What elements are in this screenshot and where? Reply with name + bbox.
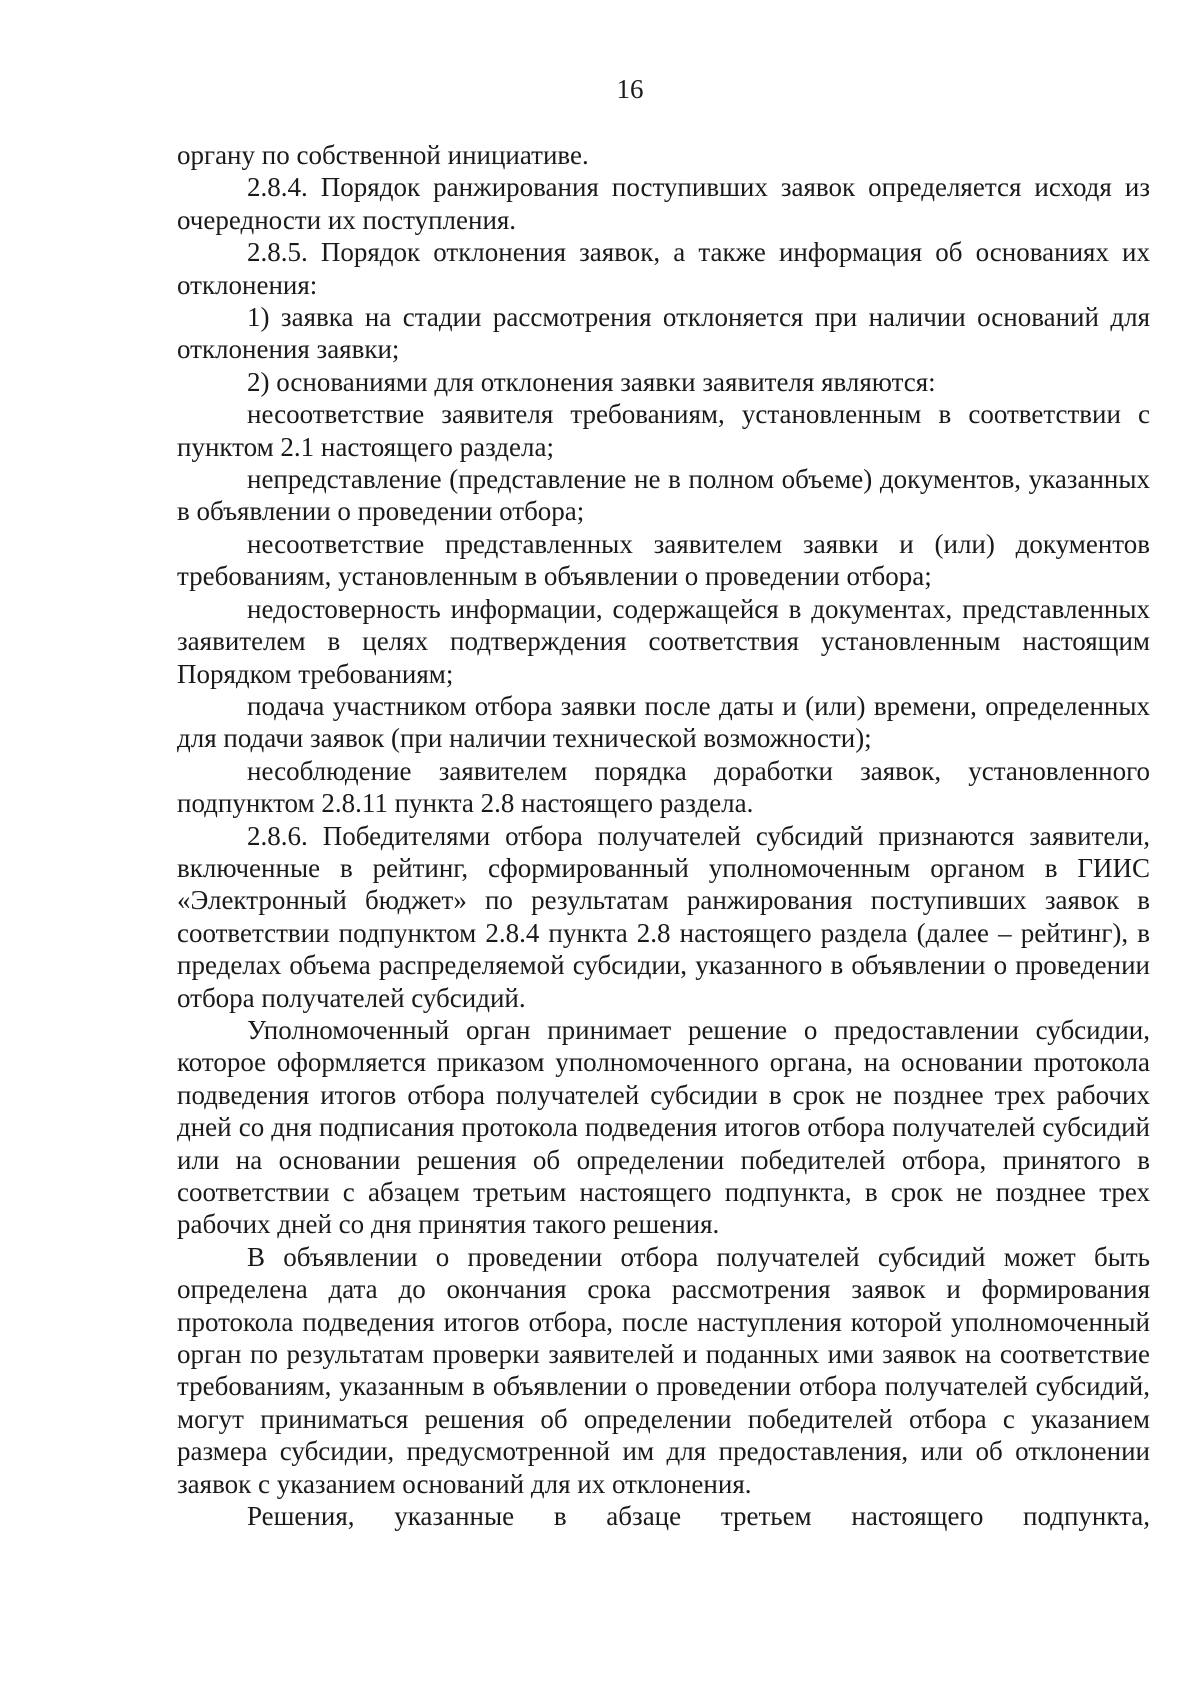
paragraph-ground-revision-order: несоблюдение заявителем порядка доработки заявок, установленного подпунктом 2.8.11 пункта 2.8 настоящего раздела. xyxy=(177,755,1150,819)
paragraph-continuation: органу по собственной инициативе. xyxy=(177,140,589,170)
paragraph-2-8-5: 2.8.5. Порядок отклонения заявок, а также информация об основаниях их отклонения: xyxy=(177,237,1150,300)
paragraph-announcement: В объявлении о проведении отбора получателей субсидий может быть определена дата до окончания срока рассмотрения заявок и формирования протокола подведения итогов отбора, после наступления которой уполномоченный орган по результатам проверки заявителей и поданных ими заявок на соответствие требованиям, указанным в объявлении о проведении отбора получателей субсидий, могут приниматься решения об определении победителей отбора с указанием размера субсидии, предусмотренной им для предоставления, или об отклонении заявок с указанием оснований для их отклонения. xyxy=(177,1241,1150,1499)
paragraph-decision: Уполномоченный орган принимает решение о предоставлении субсидии, которое оформляется приказом уполномоченного органа, на основании протокола подведения итогов отбора получателей субсидии в срок не позднее трех рабочих дней со дня подписания протокола подведения итогов отбора получателей субсидий или на основании решения об определении победителей отбора, принятого в соответствии с абзацем третьим настоящего подпункта, в срок не позднее трех рабочих дней со дня принятия такого решения. xyxy=(177,1014,1150,1240)
paragraph-item-1: 1) заявка на стадии рассмотрения отклоняется при наличии оснований для отклонения заявки; xyxy=(177,302,1150,365)
paragraph-ground-late-submission: подача участником отбора заявки после даты и (или) времени, определенных для подачи заявок (при наличии технической возможности); xyxy=(177,690,1150,754)
page-number: 16 xyxy=(616,74,644,104)
document-body xyxy=(177,139,1150,1532)
paragraph-2-8-6: 2.8.6. Победителями отбора получателей субсидий признаются заявители, включенные в рейтинг, сформированный уполномоченным органом в ГИИС «Электронный бюджет» по результатам ранжирования поступивших заявок в соответствии подпунктом 2.8.4 пункта 2.8 настоящего раздела (далее – рейтинг), в пределах объема распределяемой субсидии, указанного в объявлении о проведении отбора получателей субсидий. xyxy=(177,820,1150,1013)
paragraph-ground-documents-mismatch: несоответствие представленных заявителем заявки и (или) документов требованиям, установленным в объявлении о проведении отбора; xyxy=(177,528,1150,592)
paragraph-item-2: 2) основаниями для отклонения заявки заявителя являются: xyxy=(247,366,936,397)
paragraph-ground-noncompliance: несоответствие заявителя требованиям, установленным в соответствии с пунктом 2.1 настоящего раздела; xyxy=(177,399,1150,462)
paragraph-decisions-continued: Решения, указанные в абзаце третьем настоящего подпункта, xyxy=(247,1501,1150,1532)
paragraph-ground-nonsubmission: непредставление (представление не в полном объеме) документов, указанных в объявлении о проведении отбора; xyxy=(177,464,1150,527)
paragraph-2-8-4: 2.8.4. Порядок ранжирования поступивших заявок определяется исходя из очередности их поступления. xyxy=(177,172,1150,235)
paragraph-ground-unreliable-info: недостоверность информации, содержащейся в документах, представленных заявителем в целях подтверждения соответствия установленным настоящим Порядком требованиям; xyxy=(177,593,1150,689)
